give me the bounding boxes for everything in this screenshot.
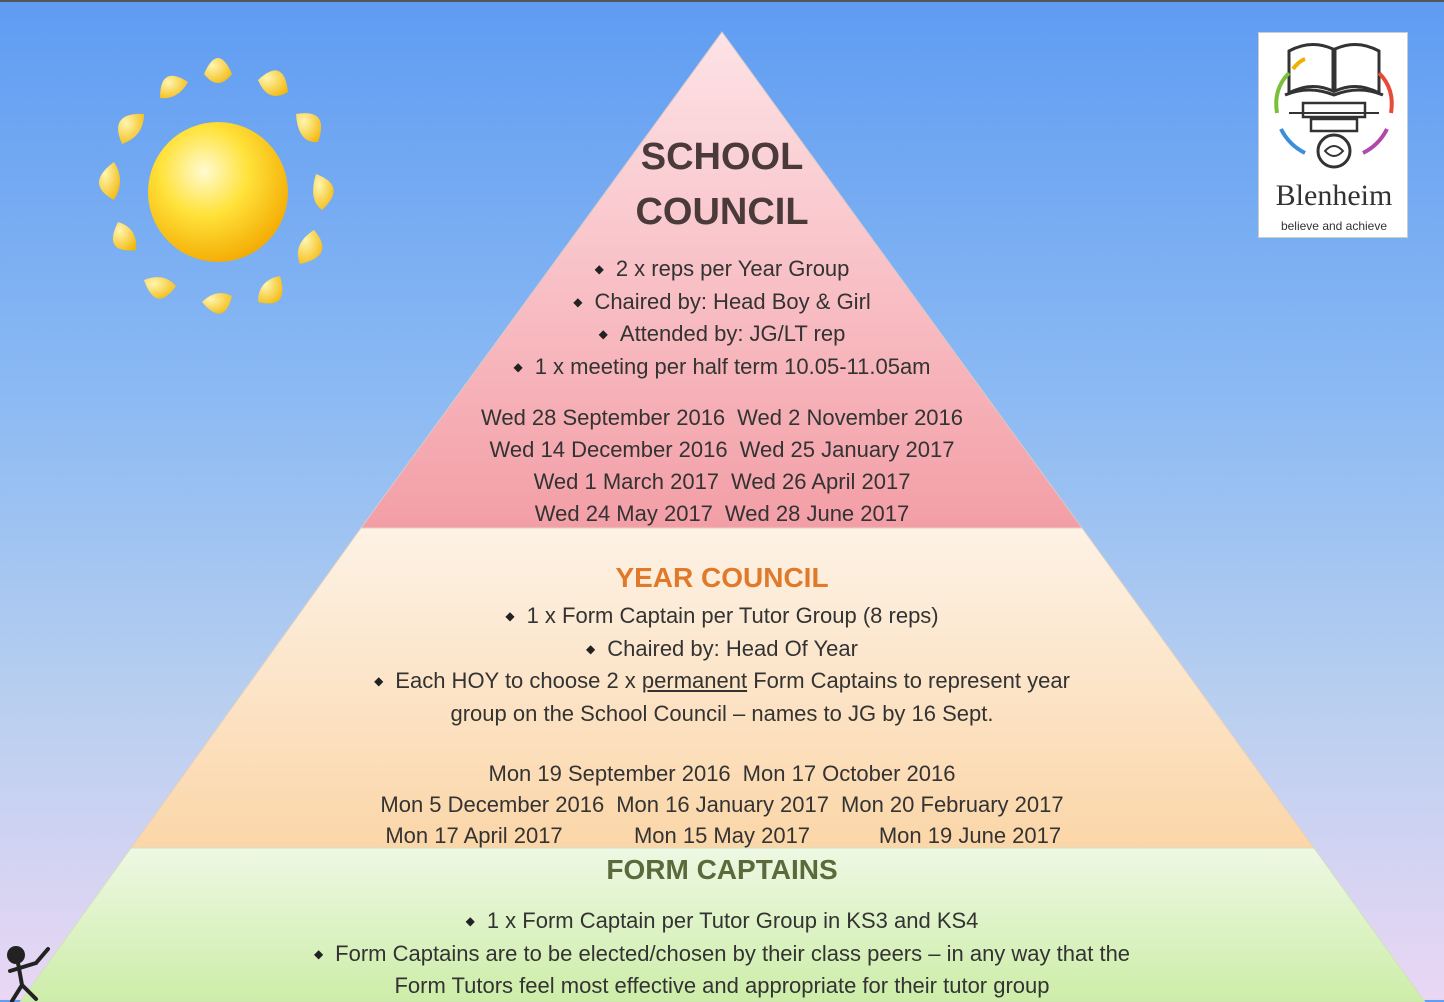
year-council-bullets: [300, 600, 1144, 729]
meeting-date: Wed 14 December 2016: [489, 437, 728, 462]
meeting-date: Mon 16 January 2017: [616, 792, 830, 817]
bullet-item: ◆ Attended by: JG/LT rep: [420, 318, 1024, 351]
school-council-dates: [420, 402, 1024, 530]
permanent-emphasis: permanent: [641, 668, 748, 693]
bullet-continuation: Form Tutors feel most effective and appropriate for their tutor group: [394, 973, 1050, 998]
logo-name: Blenheim: [1275, 179, 1393, 212]
meeting-date: Mon 15 May 2017: [633, 823, 811, 848]
logo-tagline: believe and achieve: [1280, 219, 1388, 233]
meeting-date: Wed 26 April 2017: [731, 469, 911, 494]
bullet-item: ◆ Chaired by: Head Of Year: [300, 633, 1144, 666]
school-logo: [1258, 32, 1408, 238]
bullet-item: ◆ Chaired by: Head Boy & Girl: [420, 286, 1024, 319]
bullet-item: ◆ Each HOY to choose 2 x permanent Form Captains to represent year: [300, 665, 1144, 698]
meeting-date: Mon 17 October 2016: [742, 761, 956, 786]
bullet-item: ◆ Form Captains are to be elected/chosen by their class peers – in any way that the: [200, 938, 1244, 971]
school-crest-icon: [1259, 33, 1409, 179]
meeting-date: Wed 28 June 2017: [724, 501, 910, 526]
meeting-date: Wed 24 May 2017: [534, 501, 713, 526]
year-council-dates: [300, 758, 1144, 851]
meeting-date: Mon 17 April 2017: [385, 823, 563, 848]
bullet-item: ◆ 1 x meeting per half term 10.05-11.05am: [420, 351, 1024, 384]
bullet-item: ◆ 1 x Form Captain per Tutor Group in KS3 and KS4: [200, 905, 1244, 938]
school-council-title: SCHOOL COUNCIL: [635, 136, 809, 233]
sun-icon: [99, 58, 334, 314]
meeting-date: Mon 19 September 2016: [488, 761, 731, 786]
school-council-bullets: [420, 253, 1024, 383]
meeting-date: Mon 5 December 2016: [380, 792, 605, 817]
meeting-date: Mon 20 February 2017: [841, 792, 1064, 817]
meeting-date: Mon 19 June 2017: [878, 823, 1062, 848]
meeting-date: Wed 2 November 2016: [737, 405, 964, 430]
meeting-date: Wed 25 January 2017: [739, 437, 955, 462]
meeting-date: Wed 28 September 2016: [480, 405, 726, 430]
bullet-item: ◆ 1 x Form Captain per Tutor Group (8 reps): [300, 600, 1144, 633]
form-captains-title: FORM CAPTAINS: [606, 854, 838, 885]
form-captains-bullets: [200, 905, 1244, 1002]
year-council-title: YEAR COUNCIL: [615, 562, 829, 593]
bullet-item: ◆ 2 x reps per Year Group: [420, 253, 1024, 286]
slide: [0, 2, 1444, 1002]
bullet-continuation: group on the School Council – names to JG by 16 Sept.: [450, 700, 994, 726]
meeting-date: Wed 1 March 2017: [533, 469, 720, 494]
